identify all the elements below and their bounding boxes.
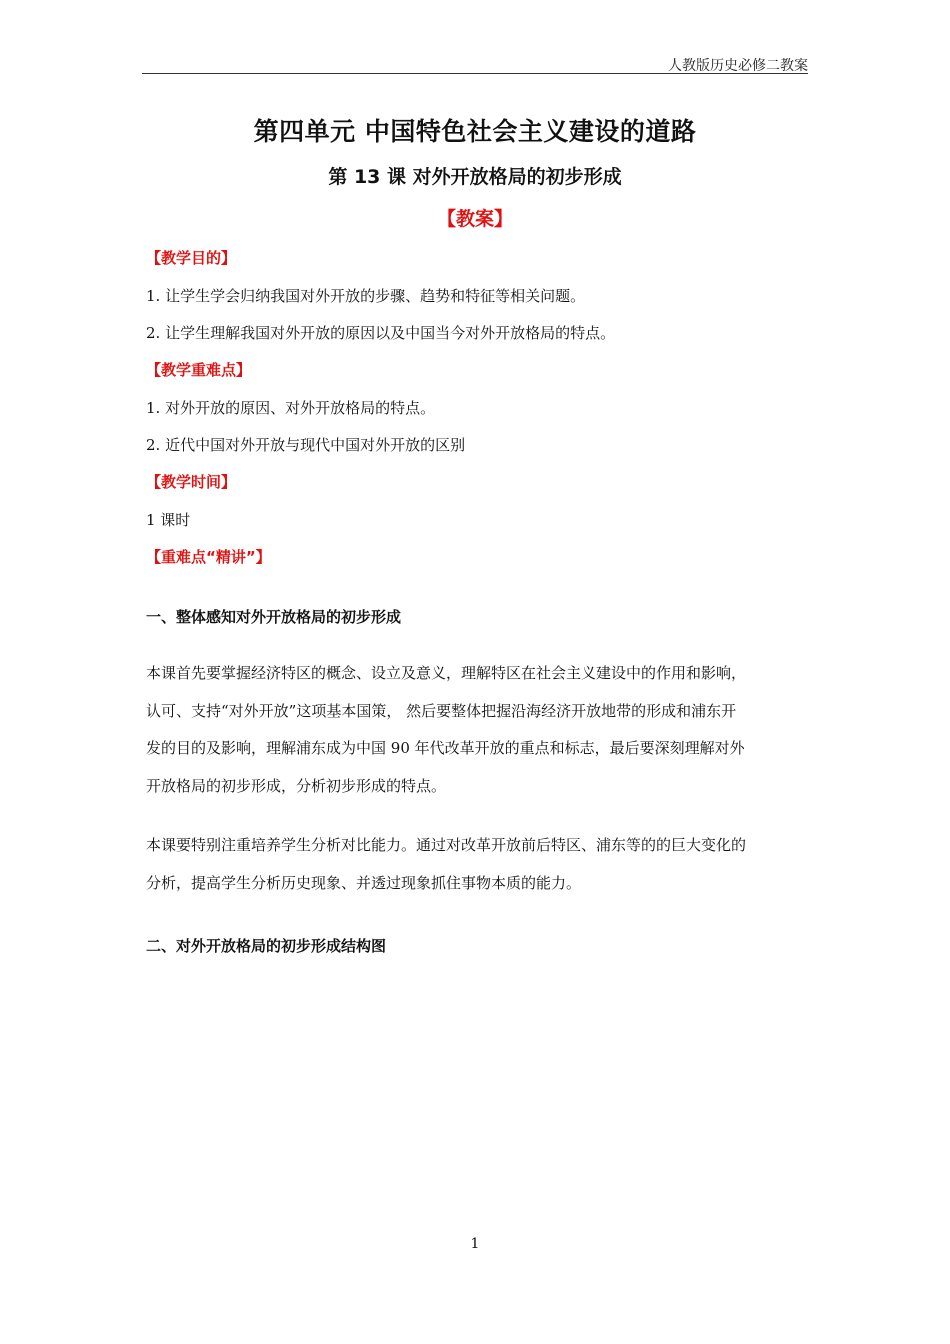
paragraph-line: 认可、支持“对外开放”这项基本国策， 然后要整体把握沿海经济开放地带的形成和浦东开: [146, 701, 737, 720]
paragraph-line: 开放格局的初步形成，分析初步形成的特点。: [146, 776, 447, 795]
running-header: 人教版历史必修二教案: [668, 58, 808, 74]
section-2-title: 二、对外开放格局的初步形成结构图: [146, 937, 387, 955]
paragraph-line: 发的目的及影响，理解浦东成为中国 90 年代改革开放的重点和标志，最后要深刻理解对外: [146, 739, 745, 757]
document-type-tag: 【教案】: [436, 208, 513, 230]
lesson-title: 第 13 课 对外开放格局的初步形成: [328, 166, 622, 188]
objective-item: 1. 让学生学会归纳我国对外开放的步骤、趋势和特征等相关问题。: [146, 287, 586, 305]
objectives-heading: 【教学目的】: [146, 249, 237, 267]
header-divider: [142, 73, 808, 74]
section-1-title: 一、整体感知对外开放格局的初步形成: [146, 608, 402, 626]
section-1-paragraph-1: [146, 655, 810, 805]
lecture-heading: 【重难点“精讲”】: [146, 548, 271, 566]
key-points-heading: 【教学重难点】: [146, 361, 252, 379]
unit-title: 第四单元 中国特色社会主义建设的道路: [253, 117, 697, 146]
page-number: 1: [470, 1236, 480, 1252]
section-1-paragraph-2: [146, 827, 810, 902]
paragraph-line: 本课首先要掌握经济特区的概念、设立及意义，理解特区在社会主义建设中的作用和影响，: [146, 664, 747, 682]
key-point-item: 2. 近代中国对外开放与现代中国对外开放的区别: [146, 436, 466, 454]
key-point-item: 1. 对外开放的原因、对外开放格局的特点。: [146, 399, 436, 417]
time-heading: 【教学时间】: [146, 473, 237, 491]
paragraph-line: 分析，提高学生分析历史现象、并透过现象抓住事物本质的能力。: [146, 873, 582, 892]
time-value: 1 课时: [146, 511, 191, 529]
paragraph-line: 本课要特别注重培养学生分析对比能力。通过对改革开放前后特区、浦东等的的巨大变化的: [146, 836, 747, 854]
objective-item: 2. 让学生理解我国对外开放的原因以及中国当今对外开放格局的特点。: [146, 324, 616, 342]
